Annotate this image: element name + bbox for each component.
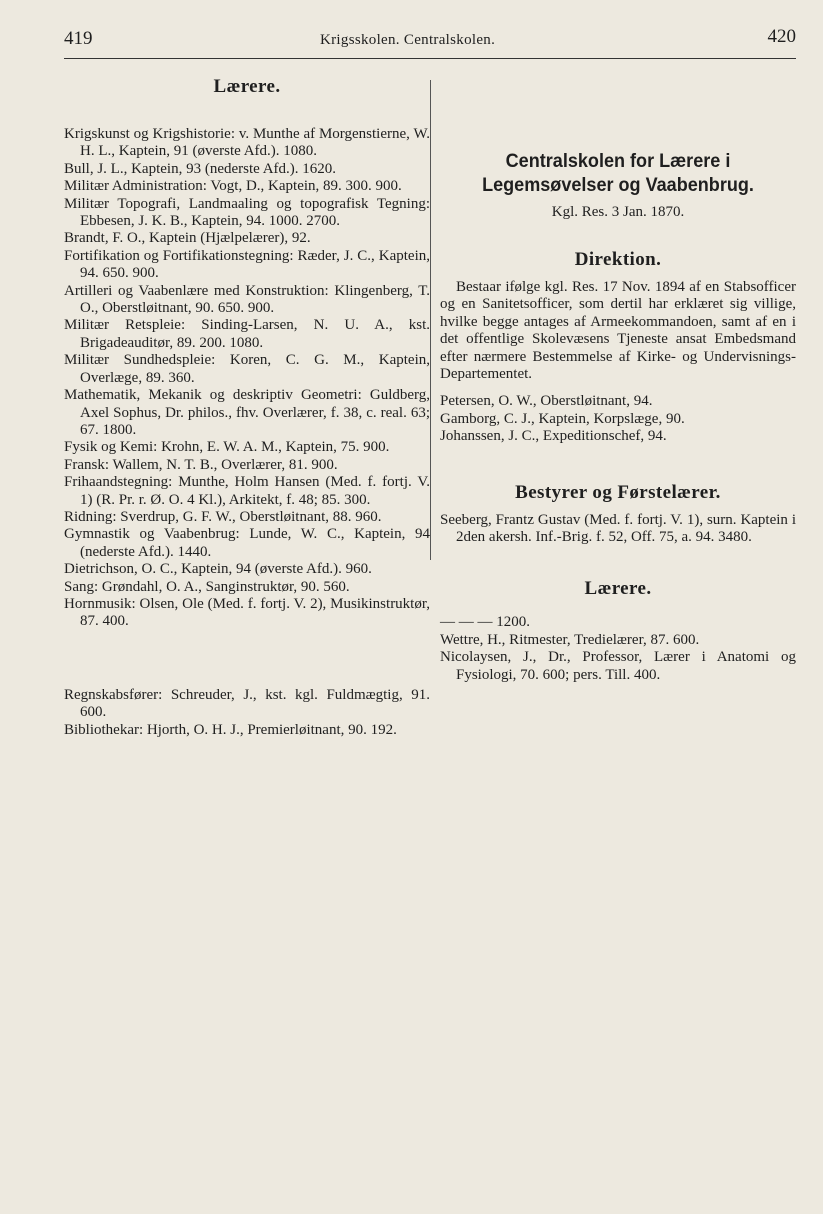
teacher-entry: Mathematik, Mekanik og deskriptiv Geometri: Guldberg, Axel Sophus, Dr. philos., fhv. Overlærer, f. 38, c. real. 63; 67. 1800. xyxy=(64,387,430,438)
teacher-entry: Gymnastik og Vaabenbrug: Lunde, W. C., Kaptein, 94 (nederste Afd.). 1440. xyxy=(64,526,430,560)
teacher-entry: Wettre, H., Ritmester, Tredielærer, 87. 600. xyxy=(440,631,700,648)
section-heading-direktion: Direktion. xyxy=(574,249,662,270)
page-header xyxy=(64,24,796,59)
teacher-entry: Dietrichson, O. C., Kaptein, 94 (øverste Afd.). 960. xyxy=(64,561,372,578)
teacher-entry: Militær Administration: Vogt, D., Kaptein, 89. 300. 900. xyxy=(64,178,402,195)
teacher-entry: Fortifikation og Fortifikationstegning: Ræder, J. C., Kaptein, 94. 650. 900. xyxy=(64,247,430,282)
institution-title: Centralskolen for Lærere i Legemsøvelser og Vaabenbrug. xyxy=(482,151,754,196)
teacher-entry: Brandt, F. O., Kaptein (Hjælpelærer), 92. xyxy=(64,230,311,247)
teacher-entry: Sang: Grøndahl, O. A., Sanginstruktør, 90. 560. xyxy=(64,578,350,595)
page-number-right: 420 xyxy=(767,26,796,47)
left-column xyxy=(64,76,430,739)
section-heading-laerere-right: Lærere. xyxy=(584,578,652,600)
staff-entry-regnskabsforer: Regnskabsfører: Schreuder, J., kst. kgl. Fuldmægtig, 91. 600. xyxy=(64,686,430,721)
teacher-entry: Hornmusik: Olsen, Ole (Med. f. fortj. V. 2), Musikinstruktør, 87. 400. xyxy=(64,595,430,630)
direktion-member: Petersen, O. W., Oberstløitnant, 94. xyxy=(440,393,653,410)
staff-entry-bibliothekar: Bibliothekar: Hjorth, O. H. J., Premierløitnant, 90. 192. xyxy=(64,721,397,738)
column-divider xyxy=(430,80,431,560)
teacher-entry: Militær Topografi, Landmaaling og topografisk Tegning: Ebbesen, J. K. B., Kaptein, 94. 1000. 2700. xyxy=(64,195,430,230)
teacher-entry: Ridning: Sverdrup, G. F. W., Oberstløitnant, 88. 960. xyxy=(64,508,382,525)
teacher-entry: Frihaandstegning: Munthe, Holm Hansen (Med. f. fortj. V. 1) (R. Pr. r. Ø. O. 4 Kl.), Arkitekt, f. 48; 85. 300. xyxy=(64,474,430,508)
right-column xyxy=(440,150,796,684)
teacher-entry: Fransk: Wallem, N. T. B., Overlærer, 81. 900. xyxy=(64,456,338,473)
teacher-entry: Krigskunst og Krigshistorie: v. Munthe af Morgenstierne, W. H. L., Kaptein, 91 (øverste Afd.). 1080. xyxy=(64,126,430,160)
running-title: Krigsskolen. Centralskolen. xyxy=(320,32,496,48)
teacher-entry: Militær Sundhedspleie: Koren, C. G. M., Kaptein, Overlæge, 89. 360. xyxy=(64,352,430,386)
teacher-entry: Nicolaysen, J., Dr., Professor, Lærer i Anatomi og Fysiologi, 70. 600; pers. Till. 400. xyxy=(440,649,796,683)
section-heading-laerere: Lærere. xyxy=(213,76,281,97)
teacher-entry: Artilleri og Vaabenlære med Konstruktion: Klingenberg, T. O., Oberstløitnant, 90. 650. 900. xyxy=(64,282,430,317)
direktion-description: Bestaar ifølge kgl. Res. 17 Nov. 1894 af en Stabsofficer og en Sanitetsofficer, som dertil har erklæret sig villige, hvilke begge antages af Armeekommandoen, samt af en i det offentlige Skolevæsens Tjeneste ansat Embedsmand efter nærmere Bestemmelse af Kirke- og Undervisnings-Departementet. xyxy=(440,279,796,383)
direktion-member: Gamborg, C. J., Kaptein, Korpslæge, 90. xyxy=(440,410,685,427)
bestyrer-entry: Seeberg, Frantz Gustav (Med. f. fortj. V. 1), surn. Kaptein i 2den akersh. Inf.-Brig. f. 52, Off. 75, a. 94. 3480. xyxy=(440,511,796,546)
section-heading-bestyrer: Bestyrer og Førstelærer. xyxy=(515,481,721,503)
direktion-member: Johanssen, J. C., Expeditionschef, 94. xyxy=(440,428,667,445)
royal-resolution: Kgl. Res. 3 Jan. 1870. xyxy=(551,204,685,220)
page-number-left: 419 xyxy=(64,28,93,49)
teacher-entry: Militær Retspleie: Sinding-Larsen, N. U. A., kst. Brigadeauditør, 89. 200. 1080. xyxy=(64,317,430,351)
teacher-entry: Bull, J. L., Kaptein, 93 (nederste Afd.). 1620. xyxy=(64,160,337,177)
teacher-entry: — — — 1200. xyxy=(440,614,530,631)
teacher-entry: Fysik og Kemi: Krohn, E. W. A. M., Kaptein, 75. 900. xyxy=(64,439,390,456)
